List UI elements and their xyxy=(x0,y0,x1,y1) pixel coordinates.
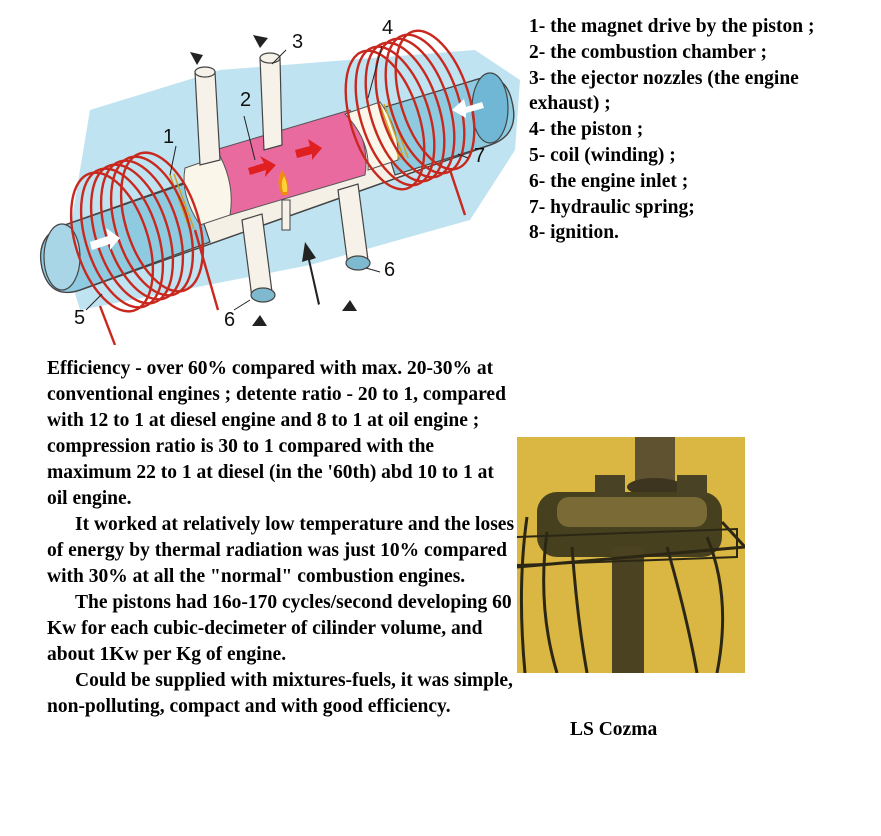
inlet-arrow-left xyxy=(252,315,267,326)
paragraph-fuels: Could be supplied with mixtures-fuels, it was simple, non-polluting, compact and with good efficiency. xyxy=(47,670,513,717)
legend-item: 6- the engine inlet ; xyxy=(529,170,689,192)
left-end-cap xyxy=(44,224,80,290)
paragraph-efficiency: Efficiency - over 60% compared with max. 20-30% at conventional engines ; detente ratio - 20 to 1, compared with 12 to 1 at diesel engine and 8 to 1 at oil engine ; compression ratio is 30 to 1 compared with the maximum 22 to 1 at diesel (in the '60th) abd 10 to 1 at oil engine. xyxy=(47,358,506,509)
callout-6-right: 6 xyxy=(384,259,396,281)
paragraph-temperature: It worked at relatively low temperature and the loses of energy by thermal radiation was just 10% compared with 30% at all the "normal" combustion engines. xyxy=(47,514,515,587)
callout-1: 1 xyxy=(163,126,175,148)
legend-list xyxy=(529,14,879,246)
description-text xyxy=(47,356,517,720)
callout-5: 5 xyxy=(74,307,86,329)
legend-item: 3- the ejector nozzles (the engine xyxy=(529,67,799,89)
legend-item: 2- the combustion chamber ; xyxy=(529,41,767,63)
callout-6-left: 6 xyxy=(224,309,236,331)
callout-2: 2 xyxy=(240,89,252,111)
legend-item: exhaust) ; xyxy=(529,93,611,115)
exhaust-arrow-left xyxy=(190,52,203,65)
legend-item: 4- the piston ; xyxy=(529,119,644,141)
legend-item: 8- ignition. xyxy=(529,222,619,244)
callout-4: 4 xyxy=(382,17,394,39)
exhaust-arrow-right xyxy=(253,35,268,48)
photo-caption: LS Cozma xyxy=(570,719,658,740)
inlet-arrow-right xyxy=(342,300,357,311)
engine-photo xyxy=(517,437,745,673)
legend-item: 7- hydraulic spring; xyxy=(529,196,695,218)
callout-7: 7 xyxy=(474,145,486,167)
paragraph-cycles: The pistons had 16o-170 cycles/second developing 60 Kw for each cubic-decimeter of cilinder volume, and about 1Kw per Kg of engine. xyxy=(47,592,512,665)
legend-item: 1- the magnet drive by the piston ; xyxy=(529,16,815,37)
callout-3: 3 xyxy=(292,31,304,53)
engine-diagram xyxy=(20,10,520,345)
legend-item: 5- coil (winding) ; xyxy=(529,144,676,166)
